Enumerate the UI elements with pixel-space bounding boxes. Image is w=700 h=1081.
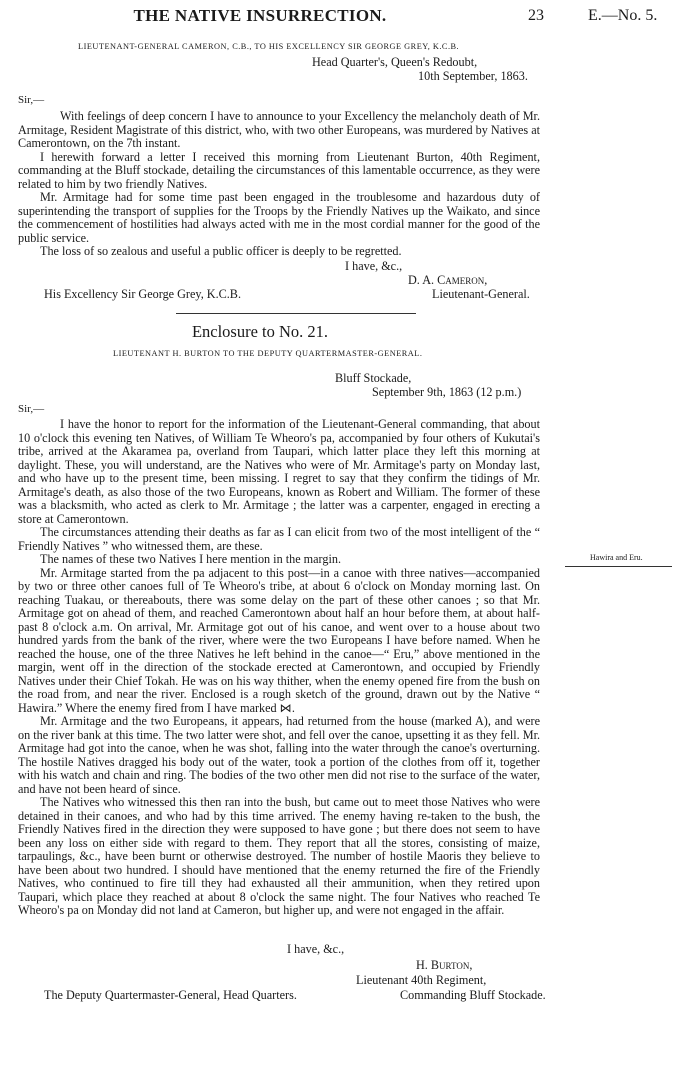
- document-number: E.—No. 5.: [588, 7, 658, 24]
- letter1-body: [18, 110, 540, 259]
- letter1-signature-name: D. A. Cameron,: [408, 273, 488, 287]
- enclosure-body: [18, 418, 540, 918]
- enclosure-paragraph: The Natives who witnessed this then ran into the bush, but came out to meet those Natives who were detained in their canoes, and who had by this time arrived. The enemy having re-taken to the bush, the Friendly Natives fired in the direction they were supposed to have gone ; but there does not seem to have been any loss on either side with regard to them. They report that all the stores, consisting of maize, tarpaulings, &c., have been burnt or otherwise destroyed. The number of hostile Maoris they believe to have been about two hundred. I should have mentioned that the enemy returned the fire of the Friendly Natives, who continued to fire till they had exhausted all their ammunition, when they retired upon Taupari, which place they reached at about 8 o'clock the same night. The four Natives who reached Te Wheoro's pa on Monday did not land at Cameron, but higher up, and were not engaged in the affair.: [18, 795, 540, 917]
- enclosure-address-line1: Bluff Stockade,: [335, 371, 412, 385]
- enclosure-title: Enclosure to No. 21.: [191, 322, 329, 341]
- enclosure-closing: I have, &c.,: [287, 942, 345, 956]
- enclosure-signature-title1: Lieutenant 40th Regiment,: [356, 973, 487, 987]
- letter1-addressee: His Excellency Sir George Grey, K.C.B.: [44, 287, 241, 301]
- letter1-signature-title: Lieutenant-General.: [432, 287, 530, 301]
- letter1-paragraph: With feelings of deep concern I have to announce to your Excellency the melancholy death of Mr. Armitage, Resident Magistrate of this district, who, with two other Europeans, was murdered by Natives at Camerontown, on the 7th instant.: [18, 109, 540, 150]
- letter1-address-line1: Head Quarter's, Queen's Redoubt,: [312, 55, 478, 69]
- letter1-paragraph: I herewith forward a letter I received this morning from Lieutenant Burton, 40th Regiment, commanding at the Bluff stockade, detailing the circumstances of this lamentable occurrence, as they were related to him by two friendly Natives.: [18, 149, 540, 191]
- letter1-paragraph: Mr. Armitage had for some time past been engaged in the troublesome and hazardous duty of superintending the transport of supplies for the Troops by the Friendly Natives up the Waikato, and since the commencement of hostilities had always acted with me in the most cordial manner for the good of the public service.: [18, 190, 540, 245]
- section-divider: [176, 313, 416, 314]
- enclosure-paragraph: I have the honor to report for the information of the Lieutenant-General commanding, that about 10 o'clock this evening ten Natives, of William Te Wheoro's pa, accompanied by four others of Kukutai's tribe, arrived at the Akaramea pa, overland from Taupari, which latter place they left this morning at daylight. These, you will understand, are the Natives who were of Mr. Armitage's party on Monday last, and who have up to the present time, been missing. I regret to say that they confirm the tidings of Mr. Armitage's death, as also those of the two Europeans, known as Robert and William. The former of these was a blacksmith, who acted as clerk to Mr. Armitage ; the latter was a carpenter, engaged in erecting a store at Camerontown.: [18, 417, 540, 526]
- letter1-heading: LIEUTENANT-GENERAL CAMERON, C.B., TO HIS EXCELLENCY SIR GEORGE GREY, K.C.B.: [78, 42, 460, 51]
- letter1-salutation: Sir,—: [18, 94, 45, 106]
- enclosure-addressee: The Deputy Quartermaster-General, Head Quarters.: [44, 988, 297, 1002]
- enclosure-heading: LIEUTENANT H. BURTON TO THE DEPUTY QUARTERMASTER-GENERAL.: [113, 349, 423, 358]
- enclosure-salutation: Sir,—: [18, 403, 45, 415]
- margin-note: Hawira and Eru.: [590, 553, 643, 562]
- letter1-address-line2: 10th September, 1863.: [418, 69, 528, 83]
- enclosure-paragraph: The circumstances attending their deaths as far as I can elicit from two of the most intelligent of the “ Friendly Natives ” who witnessed them, are these.: [18, 525, 540, 553]
- letter1-closing: I have, &c.,: [345, 259, 403, 273]
- enclosure-paragraph: Mr. Armitage started from the pa adjacent to this post—in a canoe with three natives—accompanied by two or three other canoes full of Te Wheoro's tribe, at about 6 o'clock on Monday morning last. On reaching Tuakau, or thereabouts, there was some delay on the part of these other canoes ; so that Mr. Armitage got on ahead of them, and reached Camerontown about half an hour before them, at about half-past 8 o'clock a.m. On arrival, Mr. Armitage got out of his canoe, and went over to a house about two hundred yards from the bank of the river, where were the two Europeans I have before named. When he reached the house, one of the three Natives he left behind in the canoe—“ Eru,” above mentioned in the margin, went off in the direction of the stockade erected at Camerontown, and occupied by Friendly Natives under their Chief Tokah. He was on his way thither, when the enemy opened fire from the bush on the road from, and near the river. Enclosed is a rough sketch of the ground, drawn out by the Native “ Hawira.” Where the enemy fired from I have marked ⋈.: [18, 565, 540, 715]
- running-header-title: THE NATIVE INSURRECTION.: [133, 6, 387, 25]
- margin-note-rule: [565, 566, 672, 567]
- enclosure-signature-title2: Commanding Bluff Stockade.: [400, 988, 546, 1002]
- page-number: 23: [528, 7, 544, 24]
- enclosure-paragraph: The names of these two Natives I here mention in the margin.: [40, 552, 341, 566]
- enclosure-paragraph: Mr. Armitage and the two Europeans, it appears, had returned from the house (marked A), and were on the river bank at this time. The two latter were shot, and fell over the canoe, upsetting it as they fell. Mr. Armitage had got into the canoe, when he was shot, falling into the water through the canoe's overturning. The hostile Natives dragged his body out of the water, took a portion of the clothes from off it, together with his watch and chain and ring. The bodies of the two other men did not rise to the surface of the water, and have not been heard of since.: [18, 714, 540, 796]
- letter1-paragraph: The loss of so zealous and useful a public officer is deeply to be regretted.: [40, 244, 402, 258]
- enclosure-signature-name: H. Burton,: [416, 958, 473, 972]
- enclosure-address-line2: September 9th, 1863 (12 p.m.): [372, 385, 522, 399]
